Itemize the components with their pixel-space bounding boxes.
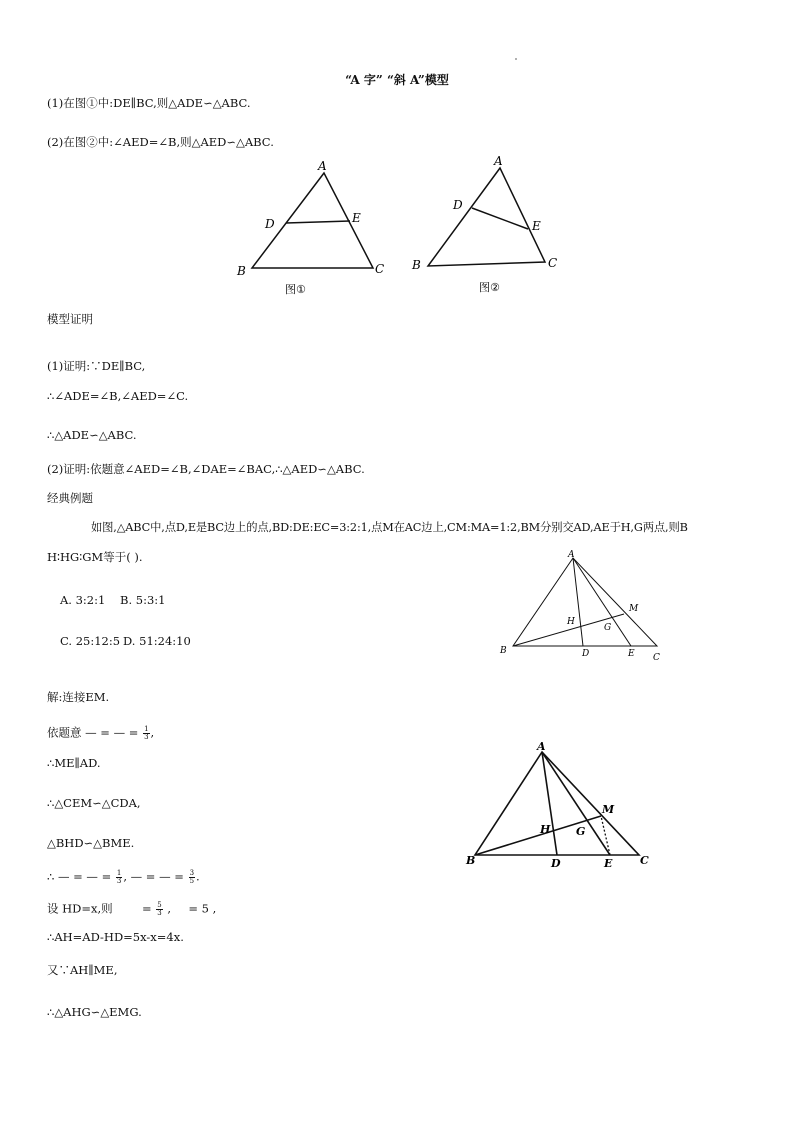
label-c: C [375,262,385,276]
label-e: E [352,211,361,225]
label-d: D [265,217,275,231]
proof-line-2: ∴∠ADE=∠B,∠AED=∠C. [47,389,189,403]
label-c: C [640,854,649,867]
fraction-one-third [116,870,122,885]
solution-line-7-eq1: = [142,901,152,916]
label-a: A [318,159,327,173]
label-b: B [500,646,507,656]
label-b: B [237,264,246,278]
denominator: 3 [157,909,162,917]
figure-2-caption: 图② [479,281,500,294]
numerator: 5 [157,901,162,909]
segment-de [472,208,528,229]
example-question-line-1: 如图,△ABC中,点D,E是BC边上的点,BD:DE:EC=3:2:1,点M在AC边上,CM:MA=1:2,BM分别交AD,AE于H,G两点,则B [91,521,688,534]
option-d: D. 51:24:10 [123,634,191,648]
solution-line-2-prefix: 依题意 — = — = [47,725,139,740]
proof-line-1: (1)证明:∵DE∥BC, [47,359,146,373]
label-d: D [453,198,463,212]
label-c: C [653,653,660,663]
solution-line-10: ∴△AHG∽△EMG. [47,1005,142,1019]
label-d: D [551,857,561,870]
solution-line-2 [47,726,154,741]
solution-line-7-prefix: 设 HD=x,则 [47,901,113,916]
fraction-five-thirds [156,902,162,917]
label-a: A [494,154,503,168]
solution-line-5: △BHD∽△BME. [47,836,135,850]
solution-line-6-suffix: . [196,869,200,884]
proof-line-4: (2)证明:依题意∠AED=∠B,∠DAE=∠BAC,∴△AED∽△ABC. [47,462,365,476]
label-b: B [412,258,421,272]
denominator: 5 [189,877,195,885]
option-a: A. 3:2:1 [60,593,106,607]
fraction-one-third [143,726,149,741]
solution-line-7-sep: , [167,901,172,916]
option-b: B. 5:3:1 [120,593,166,607]
label-h: H [540,823,551,836]
solution-line-2-suffix: , [150,725,155,740]
fraction-three-fifths [189,870,195,885]
proof-line-3: ∴△ADE∽△ABC. [47,428,137,442]
label-g: G [576,825,586,838]
triangle-abc [475,752,639,855]
page-title: “A 字” “斜 A”模型 [345,73,449,87]
solution-line-6-prefix: ∴ — = — = [47,869,112,884]
figure-1-diagram [230,155,400,300]
intro-line-1: (1)在图①中:DE∥BC,则△ADE∽△ABC. [47,96,251,110]
solution-line-8: ∴AH=AD-HD=5x-x=4x. [47,930,184,944]
triangle-abc [513,558,657,646]
solution-line-6-mid: , — = — = [123,869,184,884]
denominator: 3 [116,877,122,885]
solution-line-3: ∴ME∥AD. [47,756,101,770]
label-g: G [604,623,612,633]
numerator: 1 [116,869,122,877]
label-a: A [568,550,575,560]
numerator: 1 [144,725,149,733]
figure-3-diagram [495,548,675,668]
solution-line-4: ∴△CEM∽△CDA, [47,796,141,810]
label-e: E [604,857,613,870]
label-e: E [532,219,541,233]
segment-de [286,221,350,223]
figure-1-caption: 图① [285,283,306,296]
scan-speck [515,58,517,60]
example-heading: 经典例题 [47,491,93,505]
label-h: H [567,617,575,627]
solution-line-6 [47,870,200,885]
figure-4-diagram [460,738,660,878]
label-b: B [466,854,476,867]
label-a: A [537,740,546,753]
label-m: M [602,803,615,816]
segment-ae [542,752,610,855]
solution-line-9: 又∵AH∥ME, [47,963,118,977]
numerator: 3 [189,869,195,877]
option-c: C. 25:12:5 [60,634,121,648]
solution-line-7 [47,902,216,917]
segment-ad [542,752,557,855]
label-d: D [582,649,590,659]
label-m: M [629,604,639,614]
example-question-line-2: H∶HG∶GM等于( ). [47,550,143,564]
denominator: 3 [144,733,149,741]
label-c: C [548,256,558,270]
intro-line-2: (2)在图②中:∠AED=∠B,则△AED∽△ABC. [47,135,274,149]
figure-2-diagram [405,150,575,295]
solution-line-7-eq2: = 5 , [188,901,217,916]
solution-line-1: 解:连接EM. [47,690,110,704]
label-e: E [628,649,635,659]
proof-heading: 模型证明 [47,312,93,326]
triangle-abc [428,168,545,266]
